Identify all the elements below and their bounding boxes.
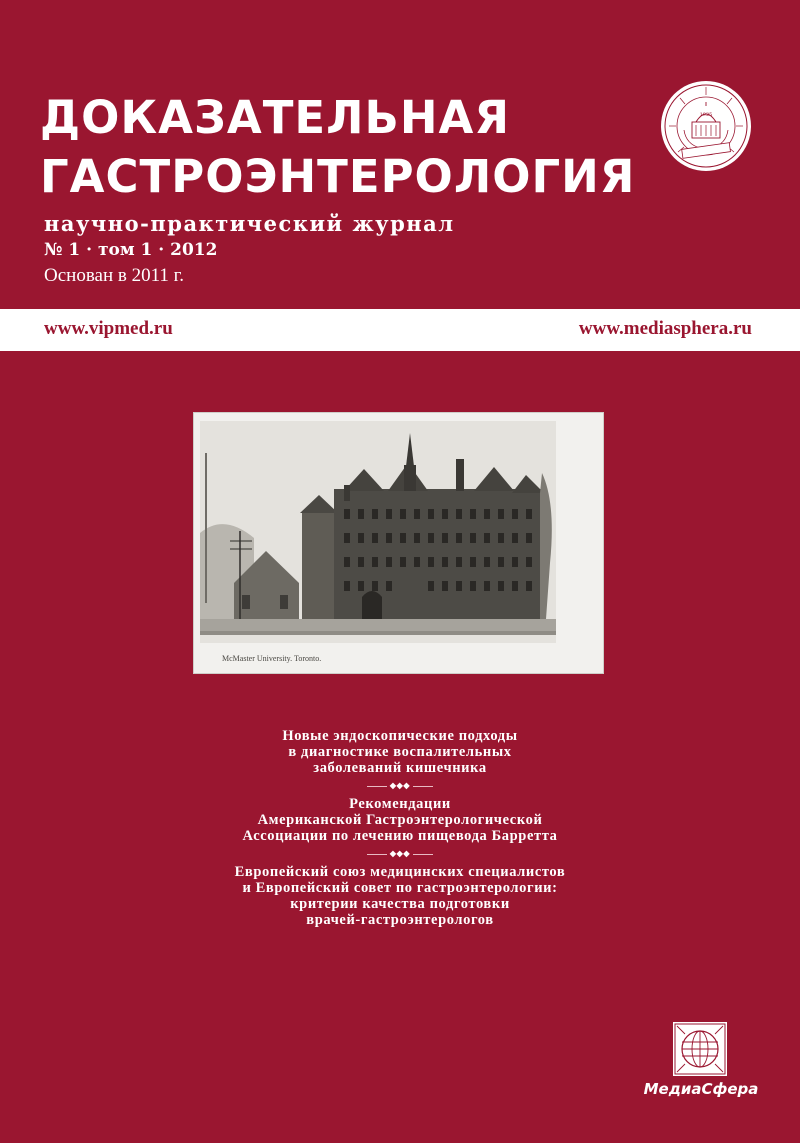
- journal-subtitle: научно-практический журнал: [44, 211, 455, 236]
- article-3: [160, 864, 640, 928]
- ornament-divider: [160, 844, 640, 864]
- issue-number: № 1 · том 1 · 2012: [44, 240, 218, 260]
- ornament-icon: ◆◆◆: [389, 849, 411, 858]
- photo-caption: McMaster University. Toronto.: [222, 654, 322, 663]
- article-1-line-1: Новые эндоскопические подходы: [282, 728, 518, 744]
- url-band: [0, 309, 800, 351]
- vipmed-link[interactable]: www.vipmed.ru: [44, 318, 173, 339]
- journal-title-line1: ДОКАЗАТЕЛЬНАЯ: [40, 91, 510, 144]
- founded-year: Основан в 2011 г.: [44, 265, 185, 286]
- ornament-divider: [160, 776, 640, 796]
- mediasphera-link[interactable]: www.mediasphera.ru: [578, 318, 752, 339]
- mcmaster-university-postcard: [194, 413, 603, 673]
- article-3-line-4: врачей-гастроэнтерологов: [306, 912, 494, 928]
- mediasphera-logo-icon: [673, 1022, 727, 1076]
- publisher-name: МедиаСфера: [643, 1080, 759, 1098]
- article-2-line-1: Рекомендации: [349, 796, 451, 812]
- clinic-seal-icon: [660, 80, 752, 172]
- article-3-line-3: критерии качества подготовки: [290, 896, 510, 912]
- article-1-line-2: в диагностике воспалительных: [288, 744, 512, 760]
- article-1: [160, 728, 640, 776]
- article-2-line-3: Ассоциации по лечению пищевода Барретта: [242, 828, 558, 844]
- ornament-icon: ◆◆◆: [389, 781, 411, 790]
- article-list: [160, 728, 640, 928]
- article-2: [160, 796, 640, 844]
- article-1-line-3: заболеваний кишечника: [313, 760, 487, 776]
- journal-title: [40, 88, 635, 206]
- article-3-line-1: Европейский союз медицинских специалистов: [234, 864, 566, 880]
- article-2-line-2: Американской Гастроэнтерологической: [257, 812, 543, 828]
- article-3-line-2: и Европейский совет по гастроэнтерологии:: [242, 880, 558, 896]
- seal-year: 1925: [699, 112, 713, 118]
- journal-title-line2: ГАСТРОЭНТЕРОЛОГИЯ: [40, 150, 636, 203]
- cover-photo: [193, 412, 604, 674]
